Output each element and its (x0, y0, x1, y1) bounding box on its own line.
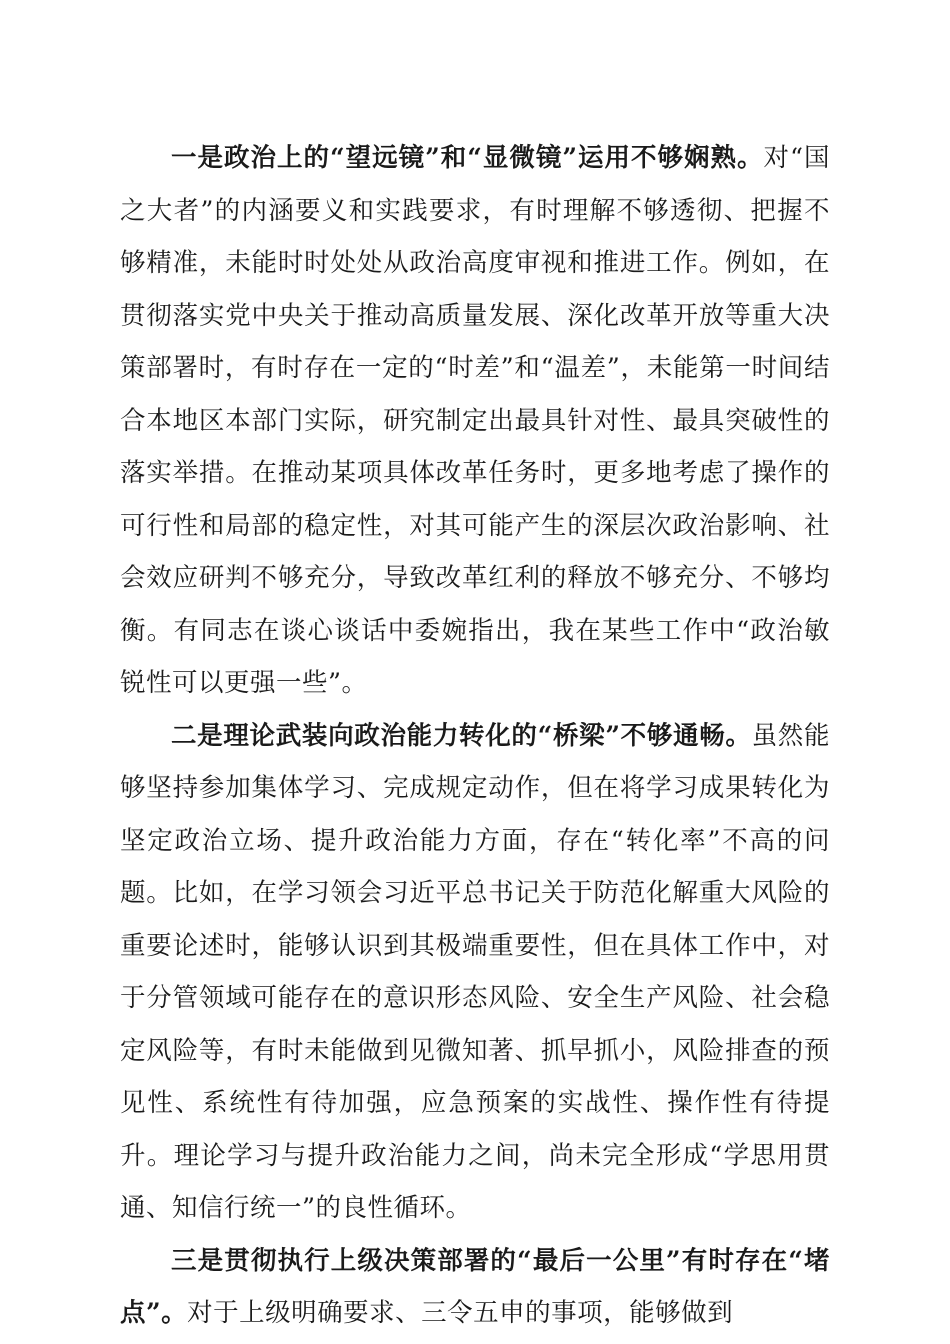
paragraph-3 (120, 1235, 830, 1340)
paragraph-2 (120, 710, 830, 1235)
paragraph-1-lead: 一是政治上的“望远镜”和“显微镜”运用不够娴熟。 (171, 143, 764, 173)
paragraph-3-body: 对于上级明确要求、三令五申的事项，能够做到 (187, 1298, 734, 1328)
paragraph-2-body: 虽然能够坚持参加集体学习、完成规定动作，但在将学习成果转化为坚定政治立场、提升政治能力方面，存在“转化率”不高的问题。比如，在学习领会习近平总书记关于防范化解重大风险的重要论述时，能够认识到其极端重要性，但在具体工作中，对于分管领域可能存在的意识形态风险、安全生产风险、社会稳定风险等，有时未能做到见微知著、抓早抓小，风险排查的预见性、系统性有待加强，应急预案的实战性、操作性有待提升。理论学习与提升政治能力之间，尚未完全形成“学思用贯通、知信行统一”的良性循环。 (120, 720, 830, 1223)
paragraph-1-body: 对“国之大者”的内涵要义和实践要求，有时理解不够透彻、把握不够精准，未能时时处处从政治高度审视和推进工作。例如，在贯彻落实党中央关于推动高质量发展、深化改革开放等重大决策部署时，有时存在一定的“时差”和“温差”，未能第一时间结合本地区本部门实际，研究制定出最具针对性、最具突破性的落实举措。在推动某项具体改革任务时，更多地考虑了操作的可行性和局部的稳定性，对其可能产生的深层次政治影响、社会效应研判不够充分，导致改革红利的释放不够充分、不够均衡。有同志在谈心谈话中委婉指出，我在某些工作中“政治敏锐性可以更强一些”。 (120, 143, 831, 698)
paragraph-2-lead: 二是理论武装向政治能力转化的“桥梁”不够通畅。 (171, 720, 752, 751)
document-body (120, 132, 830, 1340)
paragraph-1 (120, 132, 830, 710)
paragraph-3-lead: 三是贯彻执行上级决策部署的“最后一公里”有时存在“堵点”。 (120, 1245, 830, 1328)
